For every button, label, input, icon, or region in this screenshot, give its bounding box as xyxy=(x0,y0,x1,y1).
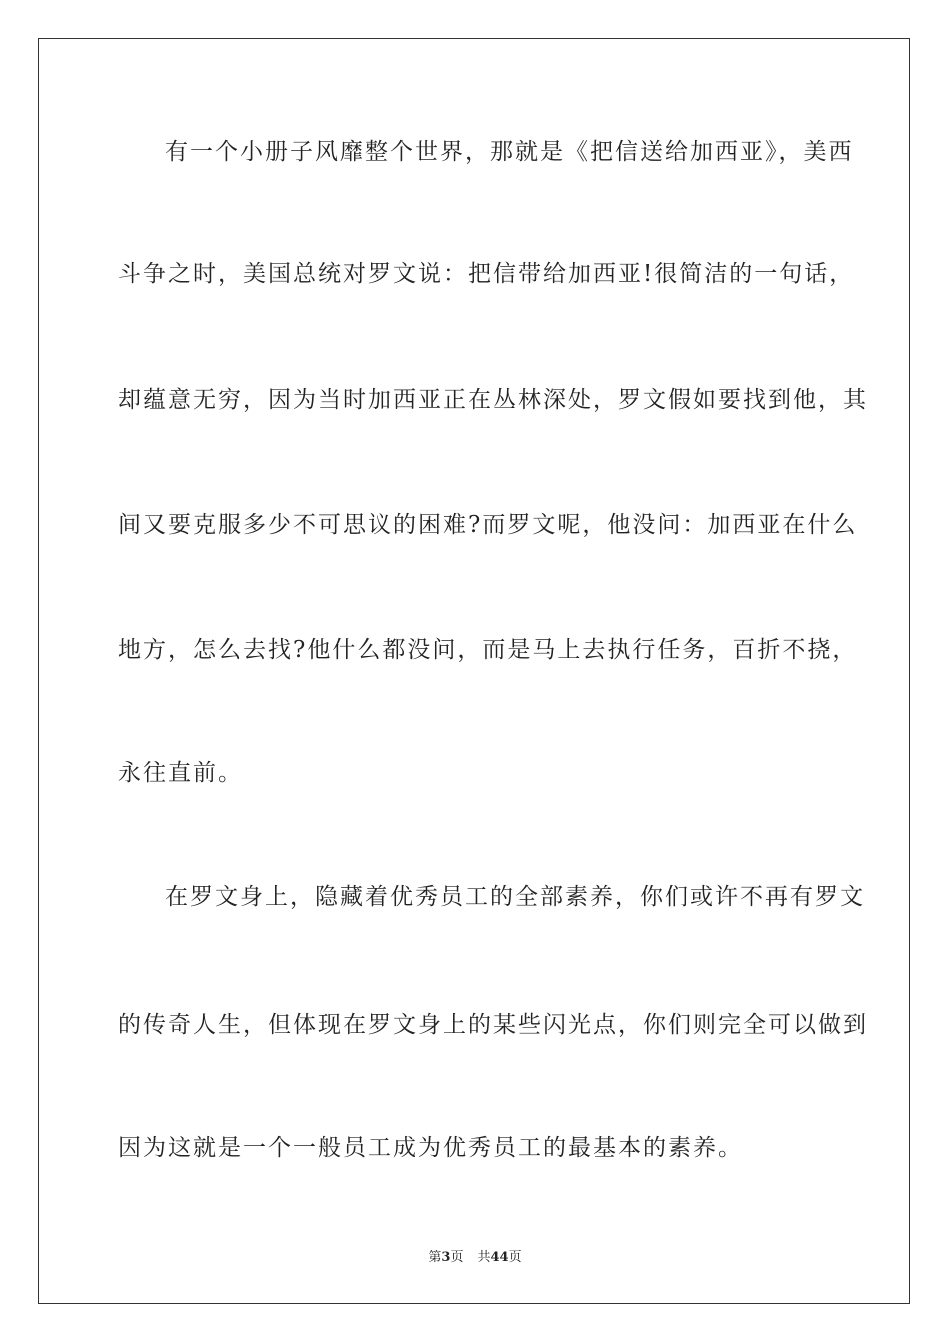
total-prefix: 共 xyxy=(477,1250,491,1265)
page-number: 3 xyxy=(441,1250,451,1265)
paragraph-line: 间又要克服多少不可思议的困难?而罗文呢，他没问：加西亚在什么 xyxy=(118,512,858,538)
paragraph-line: 有一个小册子风靡整个世界，那就是《把信送给加西亚》，美西 xyxy=(165,139,854,165)
page-prefix: 第 xyxy=(428,1250,442,1265)
paragraph-line: 地方，怎么去找?他什么都没问，而是马上去执行任务，百折不挠， xyxy=(118,637,858,663)
paragraph-line: 永往直前。 xyxy=(118,760,243,786)
paragraph-line: 在罗文身上，隐藏着优秀员工的全部素养，你们或许不再有罗文 xyxy=(165,884,865,910)
paragraph-line: 却蕴意无穷，因为当时加西亚正在丛林深处，罗文假如要找到他，其 xyxy=(118,387,868,413)
total-suffix: 页 xyxy=(508,1250,522,1265)
total-pages: 44 xyxy=(490,1250,509,1265)
page-frame xyxy=(38,38,910,1304)
paragraph-line: 的传奇人生，但体现在罗文身上的某些闪光点，你们则完全可以做到 xyxy=(118,1012,868,1038)
paragraph-line: 斗争之时，美国总统对罗文说：把信带给加西亚!很简洁的一句话， xyxy=(118,261,855,287)
page-footer xyxy=(0,1246,950,1265)
page-suffix: 页 xyxy=(450,1250,464,1265)
paragraph-line: 因为这就是一个一般员工成为优秀员工的最基本的素养。 xyxy=(118,1135,743,1161)
